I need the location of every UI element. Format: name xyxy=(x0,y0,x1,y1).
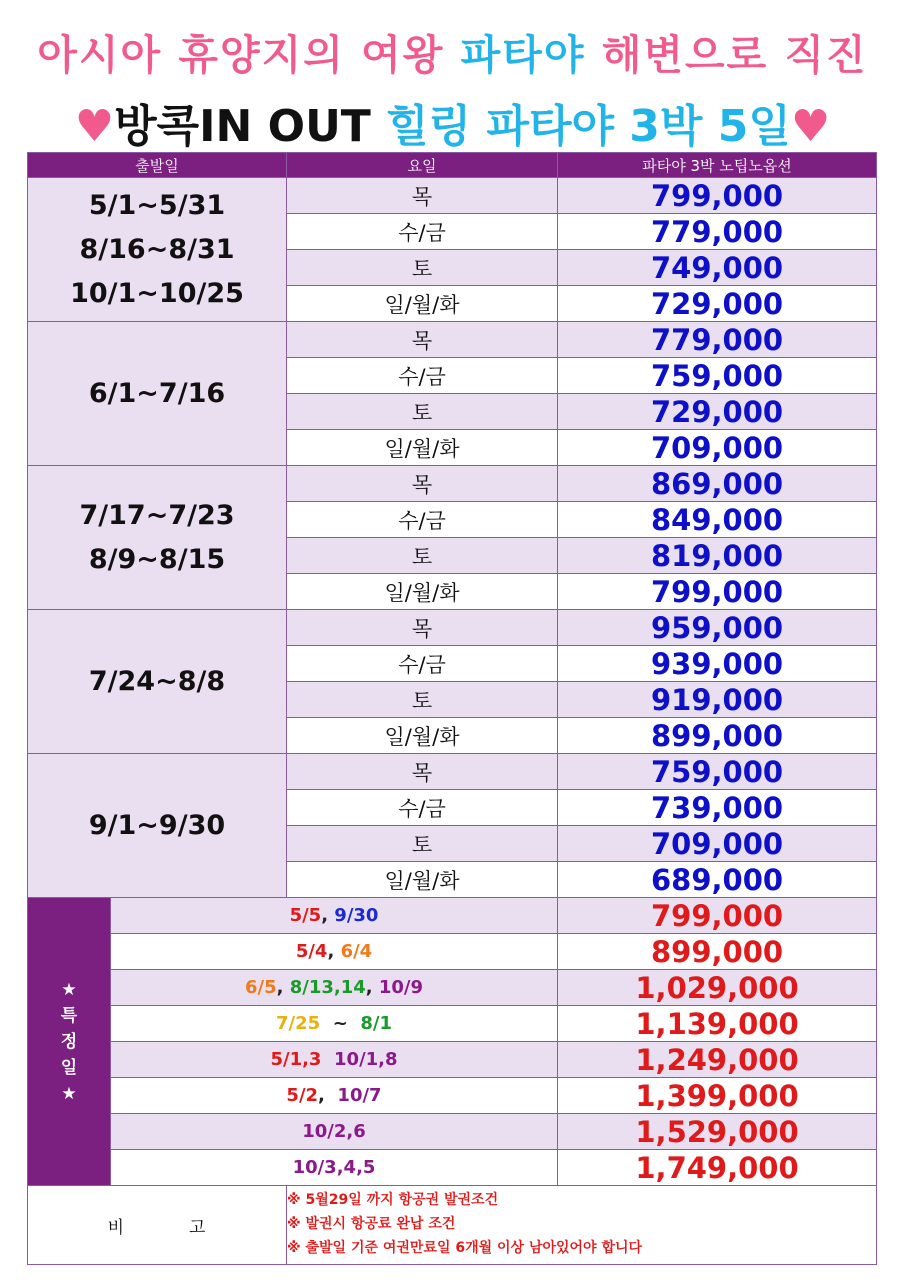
special-dates-cell xyxy=(111,1114,558,1150)
weekday-cell: 일/월/화 xyxy=(287,718,558,754)
weekday-cell: 수/금 xyxy=(287,502,558,538)
table-row xyxy=(28,610,877,646)
remark-note: ※ 5월29일 까지 항공권 발권조건 xyxy=(287,1192,499,1208)
price-cell: 869,000 xyxy=(558,466,877,502)
price-cell: 959,000 xyxy=(558,610,877,646)
special-price-cell: 1,029,000 xyxy=(558,970,877,1006)
heart-icon: ♥ xyxy=(790,101,831,152)
special-date: 10/3,4,5 xyxy=(292,1157,376,1178)
special-date: 8/1 xyxy=(360,1013,392,1034)
remarks-label: 비 고 xyxy=(28,1186,287,1265)
title-part-pattaya: 파타야 xyxy=(460,31,586,79)
weekday-cell: 수/금 xyxy=(287,646,558,682)
price-cell: 779,000 xyxy=(558,322,877,358)
special-date: , xyxy=(318,1085,338,1106)
special-date: 7/25 xyxy=(276,1013,321,1034)
departure-date: 7/24~8/8 xyxy=(88,665,226,697)
departure-date: 7/17~7/23 xyxy=(79,499,235,531)
special-date xyxy=(321,1049,334,1070)
special-price-cell: 1,529,000 xyxy=(558,1114,877,1150)
departure-date: 5/1~5/31 xyxy=(88,189,226,221)
weekday-cell: 토 xyxy=(287,682,558,718)
weekday-cell: 일/월/화 xyxy=(287,430,558,466)
special-date: 5/5 xyxy=(289,905,322,926)
special-row xyxy=(28,1042,877,1078)
special-date: 5/2 xyxy=(286,1085,319,1106)
special-row xyxy=(28,934,877,970)
weekday-cell: 목 xyxy=(287,754,558,790)
weekday-cell: 일/월/화 xyxy=(287,574,558,610)
special-price-cell: 899,000 xyxy=(558,934,877,970)
special-dates-cell xyxy=(111,1006,558,1042)
special-date: 5/4 xyxy=(295,941,328,962)
title-part-beach: 해변으로 직진 xyxy=(601,31,868,79)
special-row xyxy=(28,970,877,1006)
table-row xyxy=(28,178,877,214)
special-label-char: 특 xyxy=(60,1005,78,1026)
special-price-cell: 1,249,000 xyxy=(558,1042,877,1078)
table-row xyxy=(28,322,877,358)
special-date: ~ xyxy=(320,1013,361,1034)
weekday-cell: 일/월/화 xyxy=(287,862,558,898)
star-icon: ★ xyxy=(61,1083,77,1104)
special-date: 8/13,14 xyxy=(289,977,366,998)
table-row xyxy=(28,754,877,790)
weekday-cell: 토 xyxy=(287,826,558,862)
special-dates-cell xyxy=(111,934,558,970)
remarks-notes xyxy=(287,1186,877,1265)
special-dates-cell xyxy=(111,1078,558,1114)
departure-dates xyxy=(28,466,287,610)
special-dates-cell xyxy=(111,898,558,934)
special-dates-cell xyxy=(111,1042,558,1078)
price-cell: 819,000 xyxy=(558,538,877,574)
special-date: 6/4 xyxy=(340,941,373,962)
title-part-queen: 아시아 휴양지의 여왕 xyxy=(37,31,445,79)
special-date: 10/1,8 xyxy=(334,1049,398,1070)
special-price-cell: 1,749,000 xyxy=(558,1150,877,1186)
price-cell: 709,000 xyxy=(558,826,877,862)
header-weekday: 요일 xyxy=(287,153,558,178)
special-date: , xyxy=(327,941,341,962)
remark-note: ※ 출발일 기준 여권만료일 6개월 이상 남아있어야 합니다 xyxy=(287,1240,643,1256)
price-table-body xyxy=(28,153,877,1265)
departure-date: 8/9~8/15 xyxy=(88,543,226,575)
departure-date: 10/1~10/25 xyxy=(70,277,244,309)
price-cell: 799,000 xyxy=(558,178,877,214)
departure-dates xyxy=(28,754,287,898)
special-dates-cell xyxy=(111,1150,558,1186)
title-line-2 xyxy=(0,90,905,154)
special-row xyxy=(28,898,877,934)
price-cell: 759,000 xyxy=(558,358,877,394)
departure-dates xyxy=(28,610,287,754)
special-date: 10/9 xyxy=(378,977,424,998)
price-cell: 899,000 xyxy=(558,718,877,754)
special-date: 10/7 xyxy=(337,1085,382,1106)
weekday-cell: 목 xyxy=(287,610,558,646)
price-cell: 919,000 xyxy=(558,682,877,718)
special-label-char: 정 xyxy=(60,1031,78,1052)
price-cell: 939,000 xyxy=(558,646,877,682)
departure-date: 6/1~7/16 xyxy=(88,377,226,409)
weekday-cell: 토 xyxy=(287,394,558,430)
table-header-row xyxy=(28,153,877,178)
special-date: 9/30 xyxy=(334,905,379,926)
weekday-cell: 일/월/화 xyxy=(287,286,558,322)
star-icon: ★ xyxy=(61,979,77,1000)
special-row xyxy=(28,1150,877,1186)
price-cell: 849,000 xyxy=(558,502,877,538)
price-cell: 739,000 xyxy=(558,790,877,826)
special-row xyxy=(28,1006,877,1042)
title-part-bangkok: 방콕IN OUT xyxy=(114,101,371,152)
price-cell: 779,000 xyxy=(558,214,877,250)
weekday-cell: 목 xyxy=(287,322,558,358)
heart-icon: ♥ xyxy=(74,101,115,152)
special-price-cell: 1,399,000 xyxy=(558,1078,877,1114)
remark-note: ※ 발권시 항공료 완납 조건 xyxy=(287,1216,456,1232)
departure-date: 9/1~9/30 xyxy=(88,809,226,841)
price-cell: 729,000 xyxy=(558,286,877,322)
weekday-cell: 수/금 xyxy=(287,214,558,250)
special-days-label xyxy=(28,898,111,1186)
price-cell: 749,000 xyxy=(558,250,877,286)
special-date: 5/1,3 xyxy=(270,1049,322,1070)
special-date: , xyxy=(321,905,335,926)
weekday-cell: 수/금 xyxy=(287,358,558,394)
special-date: , xyxy=(276,977,290,998)
remarks-row xyxy=(28,1186,877,1265)
special-price-cell: 799,000 xyxy=(558,898,877,934)
departure-dates xyxy=(28,178,287,322)
price-cell: 759,000 xyxy=(558,754,877,790)
special-row xyxy=(28,1078,877,1114)
special-date: 6/5 xyxy=(244,977,277,998)
departure-dates xyxy=(28,322,287,466)
weekday-cell: 목 xyxy=(287,466,558,502)
weekday-cell: 토 xyxy=(287,538,558,574)
header-departure: 출발일 xyxy=(28,153,287,178)
price-cell: 709,000 xyxy=(558,430,877,466)
special-label-char: 일 xyxy=(60,1057,78,1078)
weekday-cell: 토 xyxy=(287,250,558,286)
price-cell: 689,000 xyxy=(558,862,877,898)
special-row xyxy=(28,1114,877,1150)
special-date: , xyxy=(365,977,379,998)
weekday-cell: 목 xyxy=(287,178,558,214)
title-part-healing: 힐링 파타야 3박 5일 xyxy=(386,101,791,152)
departure-date: 8/16~8/31 xyxy=(79,233,235,265)
header-price: 파타야 3박 노팁노옵션 xyxy=(558,153,877,178)
price-cell: 729,000 xyxy=(558,394,877,430)
table-row xyxy=(28,466,877,502)
special-date: 10/2,6 xyxy=(302,1121,366,1142)
weekday-cell: 수/금 xyxy=(287,790,558,826)
title-line-1 xyxy=(0,22,905,81)
price-cell: 799,000 xyxy=(558,574,877,610)
special-dates-cell xyxy=(111,970,558,1006)
special-price-cell: 1,139,000 xyxy=(558,1006,877,1042)
price-table xyxy=(27,152,877,1265)
